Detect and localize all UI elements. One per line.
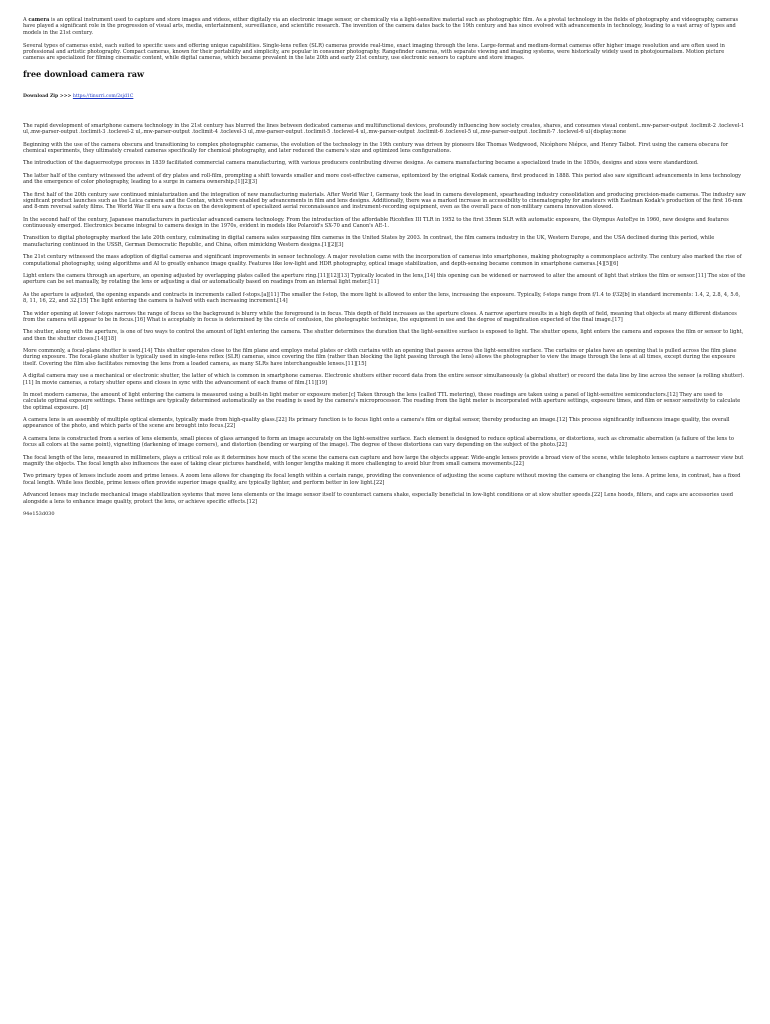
article-paragraph: In most modern cameras, the amount of light entering the camera is measured using a built-in light meter or exposure meter.[c] Taken through the lens (called TTL metering), these readings are taken using a panel of light-sensitive semiconductors.[12] They are used to calculate optimal exposure settings. These settings are typically determined automatically as the reading is used by the camera's microprocessor. The reading from the light meter is incorporated with aperture settings, exposure times, and film or sensor sensitivity to calculate the optimal exposure. [d] [23, 392, 741, 411]
article-paragraph: Light enters the camera through an aperture, an opening adjusted by overlapping plates called the aperture ring.[11][12][13] Typically located in the lens,[14] this opening can be widened or narrowed to alter the amount of light that strikes the film or sensor.[11] The size of the aperture can be set manually, by rotating the lens or adjusting a dial or automatically based on readings from an internal light meter.[11] [23, 273, 746, 286]
intro-paragraph-1 [23, 17, 746, 36]
article-paragraph: Beginning with the use of the camera obscura and transitioning to complex photographic cameras, the evolution of the technology in the 19th century was driven by pioneers like Thomas Wedgwood, Nicéphore Niépce, and Henry Talbot. First using the camera obscura for chemical experiments, they ultimately created cameras specifically for chemical photography, and later reduced the camera's size and optimized lens configurations. [23, 141, 729, 154]
article-paragraph: The 21st century witnessed the mass adoption of digital cameras and significant improvements in sensor technology. A major revolution came with the incorporation of cameras into smartphones, making photography a commonplace activity. The century also marked the rise of computational photography, using algorithms and AI to greatly enhance image quality. Features like low-light and HDR photography, optical image stabilization, and depth-sensing became common in smartphone cameras.[4][5][6] [23, 254, 742, 267]
footer-code: 94e153d030 [23, 511, 55, 517]
intro-section [23, 17, 746, 62]
article-paragraph: The focal length of the lens, measured in millimeters, plays a critical role as it determines how much of the scene the camera can capture and how large the objects appear. Wide-angle lenses provide a broad view of the scene, while telephoto lenses capture a narrower view but magnify the objects. The focal length also influences the ease of taking clear pictures handheld, with longer lengths making it more challenging to avoid blur from small camera movements.[22] [23, 454, 744, 467]
article-paragraph: The wider opening at lower f-stops narrows the range of focus so the background is blurry while the foreground is in focus. This depth of field increases as the aperture closes. A narrow aperture results in a high depth of field, meaning that objects at many different distances from the camera will appear to be in focus.[16] What is acceptably in focus is determined by the circle of confusion, the photographic technique, the equipment in use and the degree of magnification expected of the final image.[17] [23, 310, 737, 323]
article-paragraph: More commonly, a focal-plane shutter is used.[14] This shutter operates close to the film plane and employs metal plates or cloth curtains with an opening that passes across the light-sensitive surface. The curtains or plates have an opening that is pulled across the film plane during exposure. The focal-plane shutter is typically used in single-lens reflex (SLR) cameras, since covering the film (rather than blocking the light passing through the lens) allows the photographer to view the image through the lens at all times, except during the exposure itself. Covering the film also facilitates removing the lens from a loaded camera, as many SLRs have interchangeable lenses.[11][15] [23, 348, 737, 367]
intro-prefix: A [23, 17, 29, 23]
intro-paragraph-2: Several types of cameras exist, each suited to specific uses and offering unique capabilities. Single-lens reflex (SLR) cameras provide real-time, exact imaging through the lens. Large-format and medium-format cameras offer higher image resolution and are often used in professional and artistic photography. Compact cameras, known for their portability and simplicity, are popular in consumer photography. Rangefinder cameras, with separate viewing and imaging systems, were historically widely used in photojournalism. Motion picture cameras are specialized for filming cinematic content, while digital cameras, which became prevalent in the late 20th and early 21st century, use electronic sensors to capture and store images. [23, 42, 725, 62]
download-line [23, 94, 746, 100]
download-label: Download Zip >>> [23, 93, 72, 99]
article-paragraph: Transition to digital photography marked the late 20th century, culminating in digital camera sales surpassing film cameras in the United States by 2003. In contrast, the film camera industry in the UK, Western Europe, and the USA declined during this period, while manufacturing continued in the USSR, German Democratic Republic, and China, often mimicking Western designs.[1][2][3] [23, 235, 715, 248]
article-paragraph: A digital camera may use a mechanical or electronic shutter, the latter of which is common in smartphone cameras. Electronic shutters either record data from the entire sensor simultaneously (a global shutter) or record the data line by line across the sensor (a rolling shutter).[11] In movie cameras, a rotary shutter opens and closes in sync with the advancement of each frame of film.[11][19] [23, 373, 745, 386]
article-paragraph: Two primary types of lenses include zoom and prime lenses. A zoom lens allows for changing its focal length within a certain range, providing the convenience of adjusting the scene capture without moving the camera or changing the lens. A prime lens, in contrast, has a fixed focal length. While less flexible, prime lenses often provide superior image quality, are typically lighter, and perform better in low light.[22] [23, 473, 741, 486]
article-paragraph: A camera lens is an assembly of multiple optical elements, typically made from high-quality glass.[22] Its primary function is to focus light onto a camera's film or digital sensor, thereby producing an image.[12] This process significantly influences image quality, the overall appearance of the photo, and which parts of the scene are brought into focus.[22] [23, 417, 730, 430]
article-paragraph: The rapid development of smartphone camera technology in the 21st century has blurred the lines between dedicated cameras and multifunctional devices, profoundly influencing how society creates, shares, and consumes visual content..mw-parser-output .toclimit-2 .toclevel-1 ul,.mw-parser-output .toclimit-3 .toclevel-2 ul,.mw-parser-output .toclimit-4 .toclevel-3 ul,.mw-parser-output .toclimit-5 .toclevel-4 ul,.mw-parser-output .toclimit-6 .toclevel-5 ul,.mw-parser-output .toclimit-7 .toclevel-6 ul{display:none [23, 122, 745, 136]
article-paragraph: A camera lens is constructed from a series of lens elements, small pieces of glass arranged to form an image accurately on the light-sensitive surface. Each element is designed to reduce optical aberrations, or distortions, such as chromatic aberration (a failure of the lens to focus all colors at the same point), vignetting (darkening of image corners), and distortion (bending or warping of the image). The degree of these distortions can vary depending on the subject of the photo.[22] [23, 435, 734, 449]
intro-bold-term: camera [28, 17, 50, 23]
article-paragraph: The first half of the 20th century saw continued miniaturization and the integration of new manufacturing materials. After World War I, Germany took the lead in camera development, spearheading industry consolidation and producing precision-made cameras. The industry saw significant product launches such as the Leica camera and the Contax, which were enabled by advancements in film and lens designs. Additionally, there was a marked increase in accessibility to cinematography for amateurs with Eastman Kodak's production of the first 16-mm and 8-mm reversal safety films. The World War II era saw a focus on the development of specialized aerial reconnaissance and instrument-recording equipment, even as the overall pace of non-military camera innovation slowed. [23, 191, 746, 211]
article-paragraph: In the second half of the century, Japanese manufacturers in particular advanced camera technology. From the introduction of the affordable Ricohflex III TLR in 1952 to the first 35mm SLR with automatic exposure, the Olympus AutoEye in 1960, new designs and features continuously emerged. Electronics became integral to camera design in the 1970s, evident in models like Polaroid's SX-70 and Canon's AE-1. [23, 216, 729, 229]
download-link[interactable]: https://tinurri.com/2sjd1C [72, 93, 134, 99]
intro-rest: is an optical instrument used to capture and store images and videos, either digitally via an electronic image sensor, or chemically via a light-sensitive material such as photographic film. As a pivotal technology in the fields of photography and videography, cameras have played a significant role in the progression of visual arts, media, entertainment, surveillance, and scientific research. The invention of the camera dates back to the 19th century and has since evolved with advancements in technology, leading to a vast array of types and models in the 21st century. [23, 17, 739, 36]
article-paragraph: Advanced lenses may include mechanical image stabilization systems that move lens elements or the image sensor itself to counteract camera shake, especially beneficial in low-light conditions or at slow shutter speeds.[22] Lens hoods, filters, and caps are accessories used alongside a lens to enhance image quality, protect the lens, or achieve specific effects.[12] [23, 492, 734, 505]
article-body [23, 123, 746, 505]
article-paragraph: The introduction of the daguerreotype process in 1839 facilitated commercial camera manufacturing, with various producers contributing diverse designs. As camera manufacturing became a specialized trade in the 1850s, designs and sizes were standardized. [23, 160, 699, 167]
article-paragraph: The latter half of the century witnessed the advent of dry plates and roll-film, prompting a shift towards smaller and more cost-effective cameras, epitomized by the original Kodak camera, first produced in 1888. This period also saw significant advancements in lens technology and the emergence of color photography, leading to a surge in camera ownership.[1][2][3] [23, 172, 742, 186]
article-paragraph: The shutter, along with the aperture, is one of two ways to control the amount of light entering the camera. The shutter determines the duration that the light-sensitive surface is exposed to light. The shutter opens, light enters the camera and exposes the film or sensor to light, and then the shutter closes.[14][18] [23, 329, 744, 342]
article-paragraph: As the aperture is adjusted, the opening expands and contracts in increments called f-stops.[a][11] The smaller the f-stop, the more light is allowed to enter the lens, increasing the exposure. Typically, f-stops range from f/1.4 to f/32[b] in standard increments: 1.4, 2, 2.8, 4, 5.6, 8, 11, 16, 22, and 32.[15] The light entering the camera is halved with each increasing increment.[14] [23, 291, 741, 305]
page-heading: free download camera raw [23, 68, 145, 79]
